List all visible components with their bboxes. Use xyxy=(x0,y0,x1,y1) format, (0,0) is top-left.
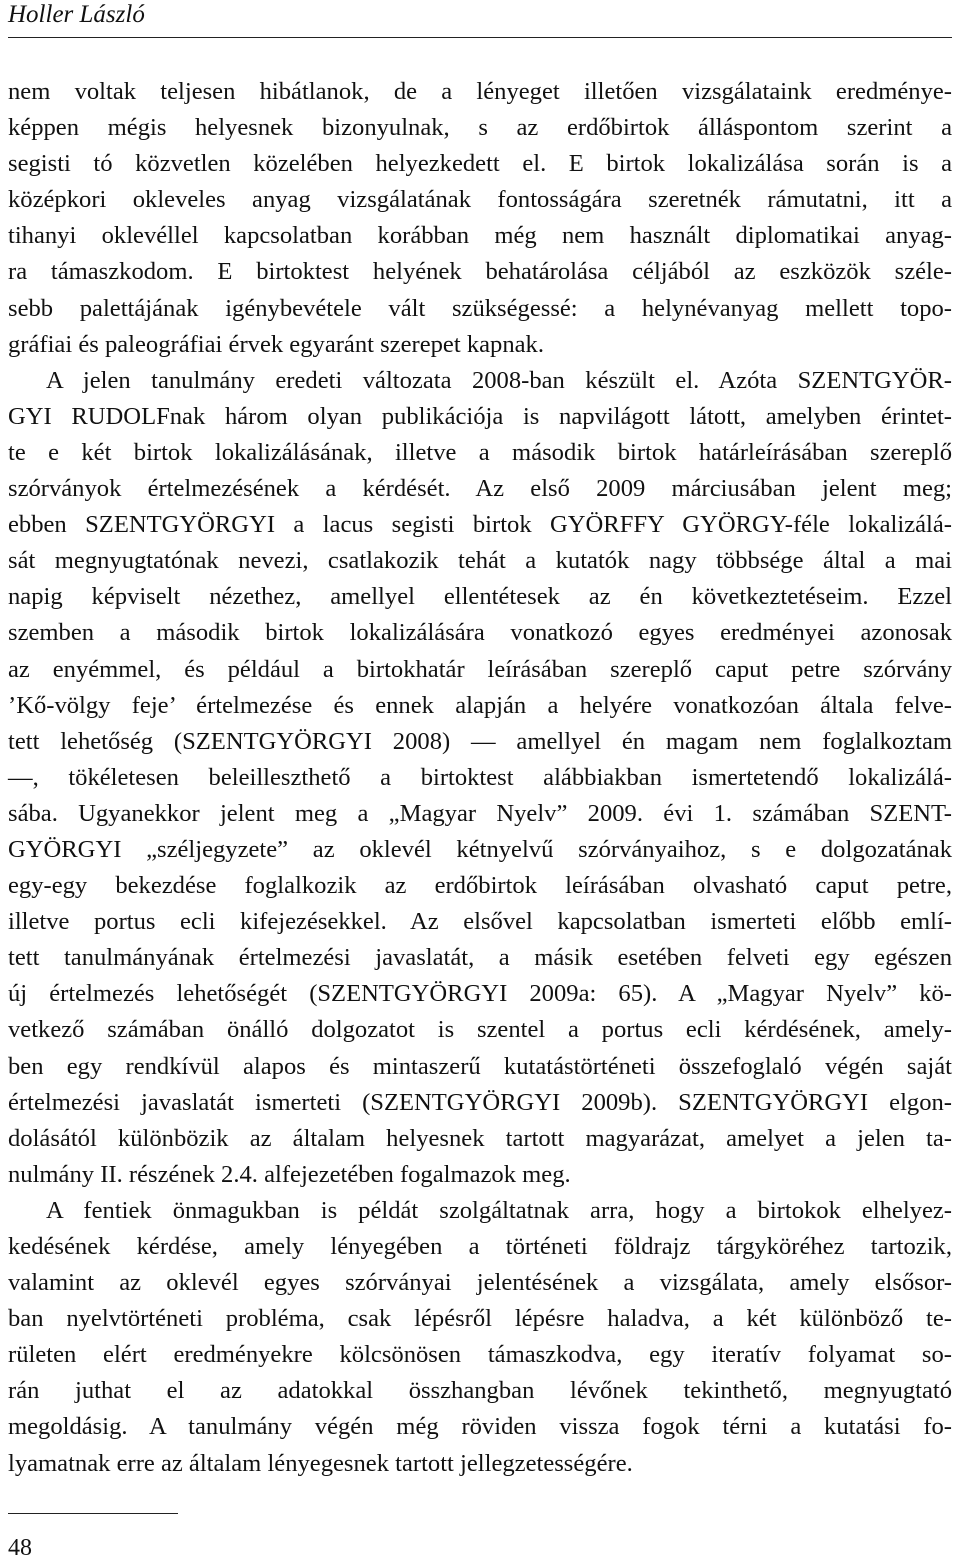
text-line: sebb palettájának igénybevétele vált szükségessé: a helynévanyag mellett topo- xyxy=(8,294,952,322)
paragraph-3 xyxy=(8,1193,952,1482)
running-head: Holler László xyxy=(8,1,145,28)
text-line: középkori okleveles anyag vizsgálatának fontosságára szeretnék rámutatni, itt a xyxy=(8,186,952,214)
text-line: ban nyelvtörténeti probléma, csak lépésről lépésre haladva, a két különböző te- xyxy=(8,1305,952,1333)
text-line: kedésének kérdése, amely lényegében a történeti földrajz tárgyköréhez tartozik, xyxy=(8,1233,952,1260)
text-line: A fentiek önmagukban is példát szolgáltatnak arra, hogy a birtokok elhelyez- xyxy=(46,1196,952,1224)
text-line: szemben a második birtok lokalizálására vonatkozó egyes eredményei azonosak xyxy=(8,619,952,647)
text-line: vetkező számában önálló dolgozatot is szentel a portus ecli kérdésének, amely- xyxy=(8,1016,952,1044)
text-line: tett tanulmányának értelmezési javaslatát, a másik esetében felveti egy egészen xyxy=(8,944,952,972)
paragraph-2 xyxy=(8,363,952,1193)
footer-rule xyxy=(8,1513,178,1514)
text-line: értelmezési javaslatát ismerteti (SZENTGYÖRGYI 2009b). SZENTGYÖRGYI elgon- xyxy=(8,1088,952,1116)
header-rule xyxy=(8,37,952,38)
text-line: új értelmezés lehetőségét (SZENTGYÖRGYI 2009a: 65). A „Magyar Nyelv” kö- xyxy=(8,980,952,1008)
text-line: GYÖRGYI „széljegyzete” az oklevél kétnyelvű szórványaihoz, s e dolgozatának xyxy=(8,835,952,863)
text-line: A jelen tanulmány eredeti változata 2008-ban készült el. Azóta SZENTGYÖR- xyxy=(46,366,952,394)
text-line: ben egy rendkívül alapos és mintaszerű kutatástörténeti összefoglaló végén saját xyxy=(8,1052,952,1080)
text-line: tett lehetőség (SZENTGYÖRGYI 2008) — amellyel én magam nem foglalkoztam xyxy=(8,727,952,755)
text-line: sát megnyugtatónak nevezi, csatlakozik tehát a kutatók nagy többsége által a mai xyxy=(8,547,952,575)
text-line: dolásától különbözik az általam helyesnek tartott magyarázat, amelyet a jelen ta- xyxy=(8,1124,952,1152)
text-line: illetve portus ecli kifejezésekkel. Az elsővel kapcsolatban ismerteti előbb emlí- xyxy=(8,908,952,936)
text-line: valamint az oklevél egyes szórványai jelentésének a vizsgálata, amely elsősor- xyxy=(8,1269,952,1297)
text-line: rán juthat el az adatokkal összhangban lévőnek tekinthető, megnyugtató xyxy=(8,1377,952,1405)
text-line: tihanyi oklevéllel kapcsolatban korábban még nem használt diplomatikai anyag- xyxy=(8,222,952,250)
text-line: ’Kő-völgy feje’ értelmezése és ennek alapján a helyére vonatkozóan általa felve- xyxy=(8,691,952,719)
body-text xyxy=(8,74,952,1482)
text-line: napig képviselt nézethez, amellyel ellentétesek az én következtetéseim. Ezzel xyxy=(8,583,952,611)
text-line: képpen mégis helyesnek bizonyulnak, s az erdőbirtok álláspontom szerint a xyxy=(8,114,952,142)
text-line: megoldásig. A tanulmány végén még röviden vissza fogok térni a kutatási fo- xyxy=(8,1413,952,1441)
text-line: ra támaszkodom. E birtoktest helyének behatárolása céljából az eszközök széle- xyxy=(8,258,952,286)
text-line: ebben SZENTGYÖRGYI a lacus segisti birtok GYÖRFFY GYÖRGY-féle lokalizálá- xyxy=(8,511,952,539)
text-line: lyamatnak erre az általam lényegesnek tartott jellegzetességére. xyxy=(8,1449,633,1477)
text-line: az enyémmel, és például a birtokhatár leírásában szereplő caput petre szórvány xyxy=(8,655,952,683)
text-line: rületen elért eredményekre kölcsönösen támaszkodva, egy iteratív folyamat so- xyxy=(8,1341,952,1369)
text-line: szórványok értelmezésének a kérdését. Az első 2009 márciusában jelent meg; xyxy=(8,475,952,503)
text-line: GYI RUDOLFnak három olyan publikációja is napvilágott látott, amelyben érintet- xyxy=(8,402,952,430)
text-line: nem voltak teljesen hibátlanok, de a lényeget illetően vizsgálataink eredménye- xyxy=(8,78,952,105)
page-number: 48 xyxy=(8,1535,32,1561)
text-line: segisti tó közvetlen közelében helyezkedett el. E birtok lokalizálása során is a xyxy=(8,150,952,178)
text-line: egy-egy bekezdése foglalkozik az erdőbirtok leírásában olvasható caput petre, xyxy=(8,872,952,900)
text-line: te e két birtok lokalizálásának, illetve a második birtok határleírásában szereplő xyxy=(8,438,952,466)
text-line: nulmány II. részének 2.4. alfejezetében fogalmazok meg. xyxy=(8,1160,571,1188)
text-line: gráfiai és paleográfiai érvek egyaránt szerepet kapnak. xyxy=(8,330,544,358)
paragraph-1 xyxy=(8,74,952,363)
text-line: sába. Ugyanekkor jelent meg a „Magyar Nyelv” 2009. évi 1. számában SZENT- xyxy=(8,799,952,827)
text-line: —, tökéletesen beleilleszthető a birtoktest alábbiakban ismertetendő lokalizálá- xyxy=(8,763,952,791)
